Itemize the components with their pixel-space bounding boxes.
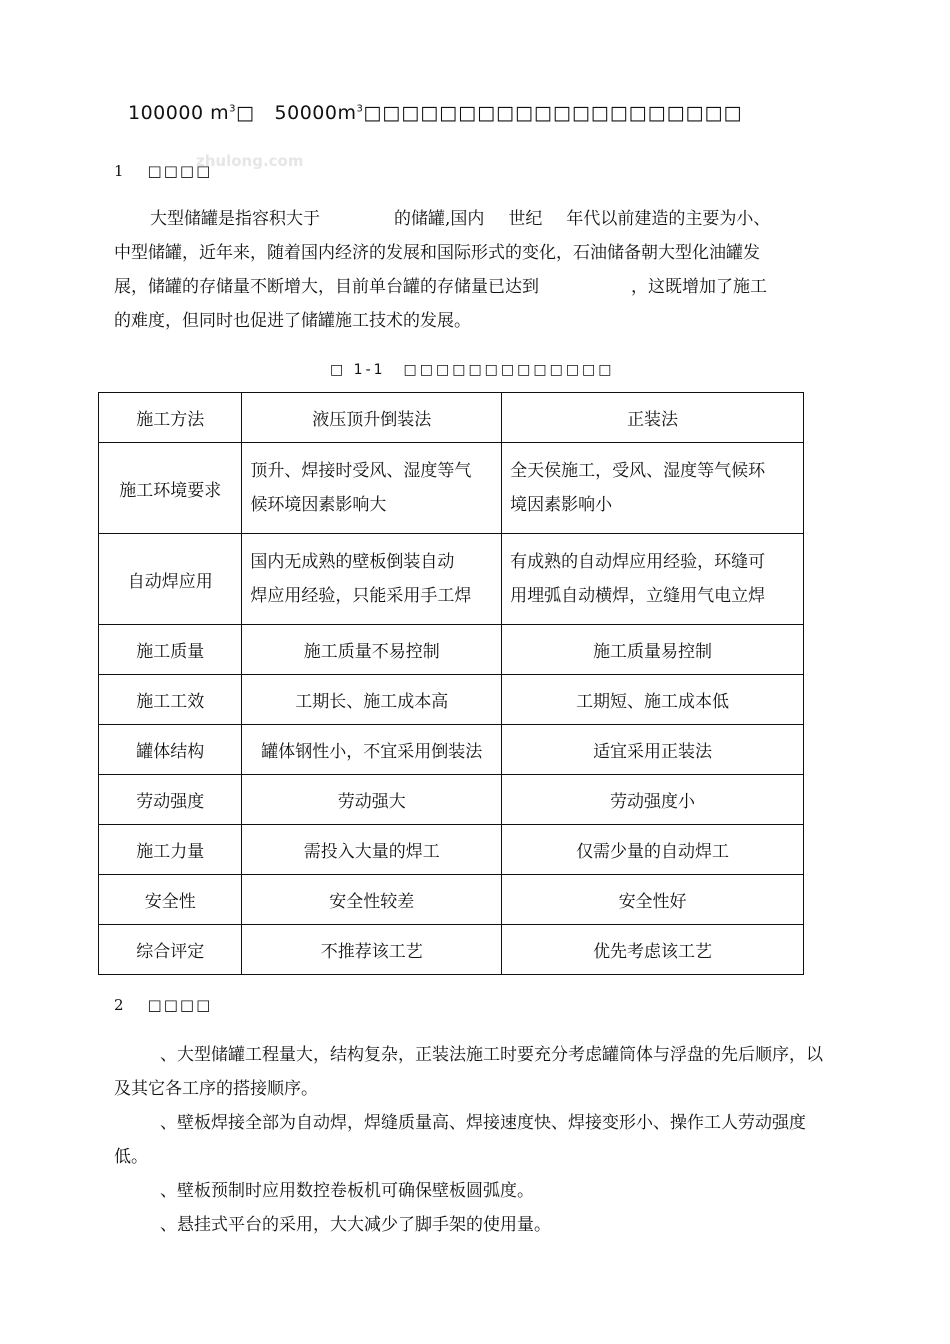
row-label: 施工工效	[99, 675, 242, 725]
title-part: □□□□□□□□□□□□□□□□□□□□	[363, 102, 743, 124]
table-cell: 施工质量不易控制	[242, 625, 502, 675]
section-number: 1	[114, 162, 126, 180]
list-item: 、大型储罐工程量大，结构复杂，正装法施工时要充分考虑罐筒体与浮盘的先后顺序，以及其它各工序的搭接顺序。	[114, 1045, 823, 1099]
paragraph-line: 展，储罐的存储量不断增大，目前单台罐的存储量已达到 ，这既增加了施工	[114, 277, 767, 297]
row-label: 施工环境要求	[99, 443, 242, 534]
caption-text: □□□□□□□□□□□□□	[403, 362, 615, 378]
table-cell: 仅需少量的自动焊工	[502, 825, 804, 875]
table-cell: 优先考虑该工艺	[502, 925, 804, 975]
table-cell: 劳动强度小	[502, 775, 804, 825]
row-label: 劳动强度	[99, 775, 242, 825]
table-cell: 国内无成熟的壁板倒装自动 焊应用经验，只能采用手工焊	[242, 534, 502, 625]
list-item: 、壁板预制时应用数控卷板机可确保壁板圆弧度。	[160, 1181, 534, 1201]
table-cell: 不推荐该工艺	[242, 925, 502, 975]
title-superscript: 3	[356, 103, 364, 115]
table-cell: 施工质量易控制	[502, 625, 804, 675]
list-item: 、壁板焊接全部为自动焊，焊缝质量高、焊接速度快、焊接变形小、操作工人劳动强度低。	[114, 1113, 806, 1167]
table-cell: 需投入大量的焊工	[242, 825, 502, 875]
title-part: □	[235, 102, 255, 124]
section-title: □□□□	[147, 162, 213, 180]
table-row	[99, 725, 804, 775]
table-header-cell: 施工方法	[99, 393, 242, 443]
table-row	[99, 825, 804, 875]
table-cell: 顶升、焊接时受风、湿度等气 候环境因素影响大	[242, 443, 502, 534]
table-header-cell: 正装法	[502, 393, 804, 443]
row-label: 安全性	[99, 875, 242, 925]
row-label: 施工力量	[99, 825, 242, 875]
section-2-list	[114, 1038, 838, 1242]
table-cell: 适宜采用正装法	[502, 725, 804, 775]
section-1-paragraph	[114, 202, 838, 338]
table-cell: 劳动强大	[242, 775, 502, 825]
paragraph-line: 的难度，但同时也促进了储罐施工技术的发展。	[114, 311, 471, 331]
section-1-heading	[114, 162, 212, 180]
document-title	[128, 102, 742, 124]
table-cell: 有成熟的自动焊应用经验，环缝可 用埋弧自动横焊，立缝用气电立焊	[502, 534, 804, 625]
caption-label: □ 1-1	[330, 362, 386, 378]
table-caption	[330, 362, 615, 378]
row-label: 罐体结构	[99, 725, 242, 775]
section-2-heading	[114, 996, 212, 1014]
table-cell: 安全性好	[502, 875, 804, 925]
title-part: 100000 m	[128, 102, 230, 124]
row-label: 自动焊应用	[99, 534, 242, 625]
table-cell: 全天侯施工，受风、湿度等气候环 境因素影响小	[502, 443, 804, 534]
section-title: □□□□	[147, 996, 213, 1014]
watermark: zhulong.com	[196, 152, 304, 170]
comparison-table	[98, 392, 804, 975]
row-label: 综合评定	[99, 925, 242, 975]
table-row	[99, 443, 804, 534]
section-number: 2	[114, 996, 126, 1014]
table-row	[99, 675, 804, 725]
table-header-row	[99, 393, 804, 443]
row-label: 施工质量	[99, 625, 242, 675]
table-header-cell: 液压顶升倒装法	[242, 393, 502, 443]
table-cell: 罐体钢性小，不宜采用倒装法	[242, 725, 502, 775]
paragraph-line: 大型储罐是指容积大于 的储罐,国内 世纪 年代以前建造的主要为小、	[150, 209, 771, 229]
table-cell: 安全性较差	[242, 875, 502, 925]
table-cell: 工期长、施工成本高	[242, 675, 502, 725]
table-row	[99, 875, 804, 925]
title-part: 50000m	[274, 102, 357, 124]
title-superscript: 3	[229, 103, 236, 115]
paragraph-line: 中型储罐，近年来，随着国内经济的发展和国际形式的变化，石油储备朝大型化油罐发	[114, 243, 760, 263]
table-row	[99, 925, 804, 975]
table-cell: 工期短、施工成本低	[502, 675, 804, 725]
list-item: 、悬挂式平台的采用，大大减少了脚手架的使用量。	[160, 1215, 551, 1235]
table-row	[99, 625, 804, 675]
table-row	[99, 534, 804, 625]
table-row	[99, 775, 804, 825]
